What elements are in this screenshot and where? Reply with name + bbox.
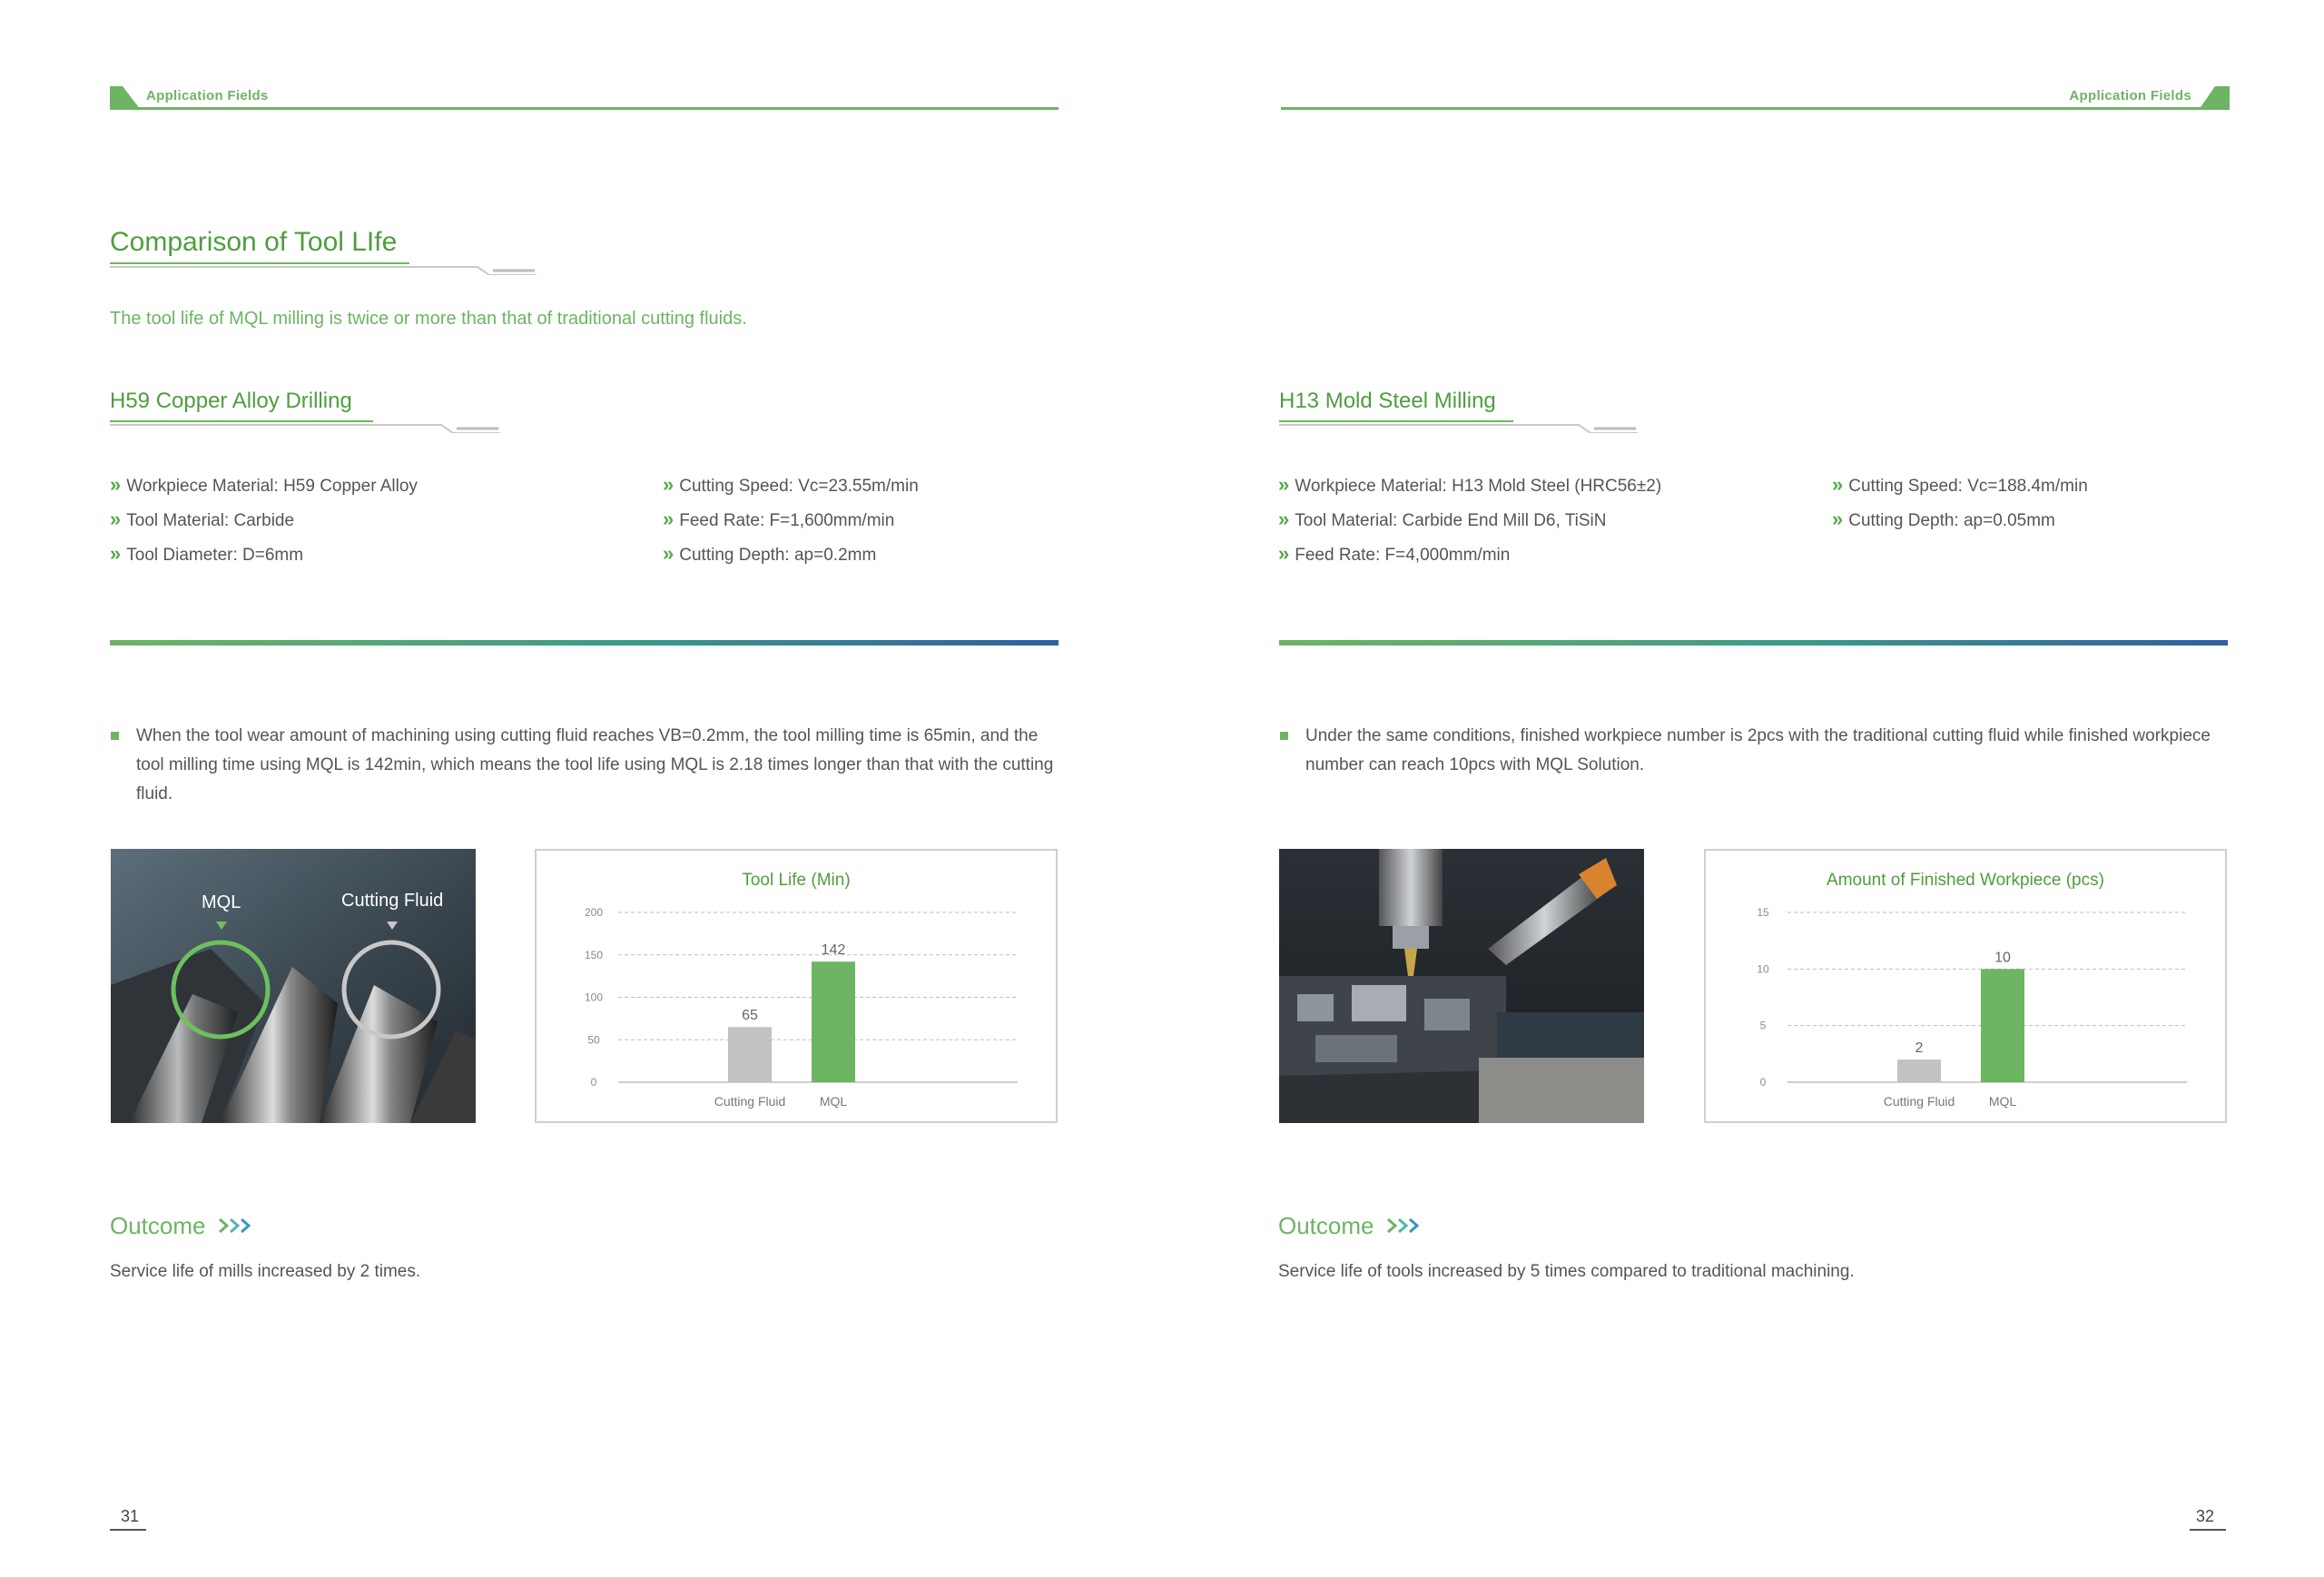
chevron-icon: »	[1832, 508, 1844, 530]
spec-list-left-col1	[110, 468, 418, 572]
list-item: » Tool Material: Carbide End Mill D6, TiSiN	[1278, 508, 1607, 530]
subtitle-underline	[110, 419, 500, 433]
header-label-left: Application Fields	[146, 88, 269, 103]
triple-chevron-icon	[218, 1216, 254, 1236]
data-label: 65	[742, 1008, 758, 1024]
y-tick-label: 15	[1757, 906, 1769, 919]
photo-label-cutting-fluid: Cutting Fluid	[341, 891, 444, 911]
list-item: » Tool Material: Carbide	[110, 508, 295, 530]
finished-workpiece-chart-svg	[1706, 851, 2225, 1121]
y-tick-label: 200	[584, 906, 604, 919]
x-tick-label: MQL	[819, 1094, 848, 1109]
data-label: 2	[1915, 1040, 1924, 1057]
list-item: » Cutting Speed: Vc=188.4m/min	[1832, 473, 2088, 496]
description-paragraph-right: Under the same conditions, finished workpiece number is 2pcs with the traditional cutting fluid while finished workpiece number can reach 10pcs with MQL Solution.	[1305, 726, 2211, 774]
gradient-divider-left	[110, 640, 1059, 646]
bar-cutting-fluid	[728, 1027, 772, 1082]
list-item: » Workpiece Material: H13 Mold Steel (HRC56±2)	[1278, 473, 1662, 496]
x-tick-label: Cutting Fluid	[714, 1094, 786, 1109]
header-rule-right	[1281, 107, 2230, 110]
chevron-icon: »	[1278, 473, 1290, 496]
outcome-text-left: Service life of mills increased by 2 times.	[110, 1262, 421, 1281]
data-label: 142	[821, 942, 846, 959]
page-title: Comparison of Tool LIfe	[110, 227, 398, 257]
chevron-icon: »	[110, 542, 122, 565]
chart-title: Amount of Finished Workpiece (pcs)	[1827, 871, 2104, 890]
list-item: » Cutting Depth: ap=0.2mm	[663, 542, 877, 565]
y-tick-label: 50	[587, 1033, 600, 1047]
right-header	[1281, 86, 2230, 113]
chevron-icon: »	[110, 473, 122, 496]
photo-label-mql: MQL	[202, 892, 241, 912]
chevron-icon: »	[663, 473, 675, 496]
milling-photo	[1279, 849, 1644, 1123]
subtitle-underline	[1279, 419, 1638, 433]
list-item: » Workpiece Material: H59 Copper Alloy	[110, 473, 418, 496]
bullet-icon	[111, 732, 119, 740]
page-number-left: 31	[121, 1507, 140, 1525]
triple-chevron-icon	[1386, 1216, 1423, 1236]
spec-list-left-col2	[663, 468, 919, 572]
page-number-rule-left	[110, 1529, 146, 1531]
x-tick-label: MQL	[1988, 1094, 2017, 1109]
header-label-right: Application Fields	[2069, 88, 2191, 103]
list-item: » Feed Rate: F=4,000mm/min	[1278, 542, 1511, 565]
chart-title: Tool Life (Min)	[742, 871, 851, 890]
description-paragraph-left: When the tool wear amount of machining using cutting fluid reaches VB=0.2mm, the tool milling time is 65min, and the tool milling time using MQL is 142min, which means the tool life using MQL is 2.18 times longer than that with the cutting fluid.	[136, 726, 1054, 803]
chevron-icon: »	[1832, 473, 1844, 496]
list-item: » Cutting Depth: ap=0.05mm	[1832, 508, 2055, 530]
intro-text: The tool life of MQL milling is twice or more than that of traditional cutting fluids.	[110, 309, 747, 329]
data-label: 10	[1994, 950, 2011, 966]
page-number-rule-right	[2190, 1529, 2226, 1531]
header-flag-icon	[2197, 86, 2230, 110]
y-tick-label: 0	[590, 1076, 597, 1089]
section-title-h13: H13 Mold Steel Milling	[1279, 389, 1496, 413]
chevron-icon: »	[663, 542, 675, 565]
chevron-icon: »	[663, 508, 675, 530]
bar-cutting-fluid	[1897, 1060, 1941, 1082]
list-item: » Cutting Speed: Vc=23.55m/min	[663, 473, 919, 496]
left-header	[110, 86, 1059, 113]
spec-list-right-col1	[1278, 468, 1661, 572]
page-number-right: 32	[2196, 1507, 2215, 1525]
chevron-icon: »	[110, 508, 122, 530]
outcome-heading-left: Outcome	[110, 1212, 254, 1240]
milling-machine-image	[1279, 849, 1644, 1123]
chevron-icon: »	[1278, 508, 1290, 530]
title-underline	[110, 261, 537, 275]
x-tick-label: Cutting Fluid	[1883, 1094, 1955, 1109]
tool-life-chart	[535, 849, 1058, 1123]
drill-photo	[111, 849, 476, 1123]
tool-life-chart-svg	[537, 851, 1056, 1121]
y-tick-label: 5	[1759, 1019, 1767, 1032]
list-item: » Tool Diameter: D=6mm	[110, 542, 304, 565]
chevron-icon: »	[1278, 542, 1290, 565]
bar-mql	[1981, 969, 2024, 1082]
outcome-text-right: Service life of tools increased by 5 times compared to traditional machining.	[1278, 1262, 1855, 1281]
spec-list-right-col2	[1832, 468, 2088, 537]
y-tick-label: 10	[1757, 962, 1769, 976]
section-title-copper: H59 Copper Alloy Drilling	[110, 389, 352, 413]
y-tick-label: 100	[584, 991, 604, 1004]
header-rule-left	[110, 107, 1059, 110]
outcome-heading-right: Outcome	[1278, 1212, 1423, 1240]
bar-mql	[812, 961, 855, 1082]
gradient-divider-right	[1279, 640, 2228, 646]
y-tick-label: 150	[584, 948, 604, 961]
list-item: » Feed Rate: F=1,600mm/min	[663, 508, 895, 530]
bullet-icon	[1280, 732, 1288, 740]
y-tick-label: 0	[1759, 1076, 1767, 1089]
finished-workpiece-chart	[1704, 849, 2227, 1123]
